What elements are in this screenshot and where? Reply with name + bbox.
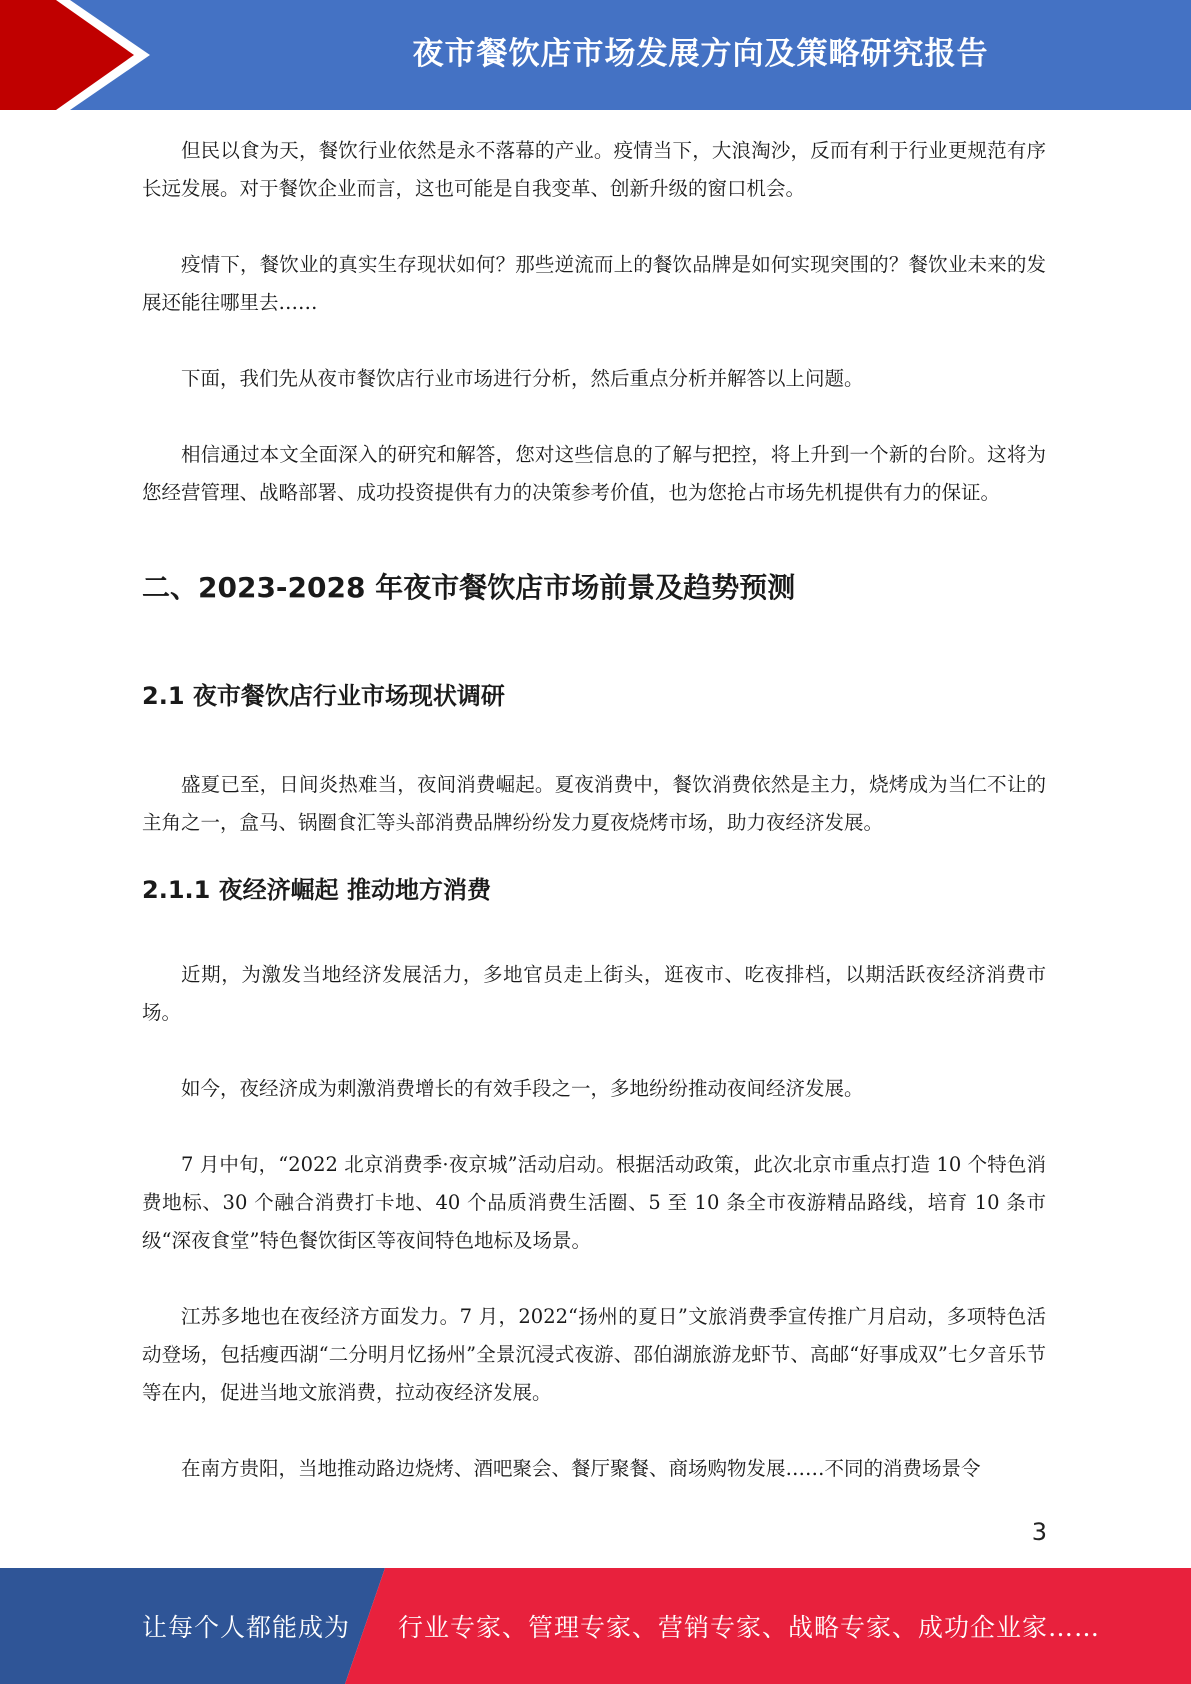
body-paragraph-4: 江苏多地也在夜经济方面发力。7 月，2022“扬州的夏日”文旅消费季宣传推广月启动，多项特色活动登场，包括瘦西湖“二分明月忆扬州”全景沉浸式夜游、邵伯湖旅游龙虾节、高邮“好事成双”七夕音乐节等在内，促进当地文旅消费，拉动夜经济发展。 (142, 1305, 1046, 1404)
intro-paragraph-1: 但民以食为天，餐饮行业依然是永不落幕的产业。疫情当下，大浪淘沙，反而有利于行业更规范有序长远发展。对于餐饮企业而言，这也可能是自我变革、创新升级的窗口机会。 (142, 139, 1046, 200)
document-body (142, 132, 1046, 1488)
intro-paragraph-4: 相信通过本文全面深入的研究和解答，您对这些信息的了解与把控，将上升到一个新的台阶。这将为您经营管理、战略部署、成功投资提供有力的决策参考价值，也为您抢占市场先机提供有力的保证。 (142, 443, 1046, 504)
subsection-heading: 2.1 夜市餐饮店行业市场现状调研 (142, 682, 505, 710)
page-footer (0, 1568, 1191, 1684)
body-paragraph-2: 如今，夜经济成为刺激消费增长的有效手段之一，多地纷纷推动夜间经济发展。 (181, 1077, 864, 1100)
body-paragraph-3: 7 月中旬，“2022 北京消费季·夜京城”活动启动。根据活动政策，此次北京市重点打造 10 个特色消费地标、30 个融合消费打卡地、40 个品质消费生活圈、5 至 10 条全市夜游精品路线，培育 10 条市级“深夜食堂”特色餐饮街区等夜间特色地标及场景。 (142, 1153, 1046, 1252)
intro-paragraph-2: 疫情下，餐饮业的真实生存现状如何？那些逆流而上的餐饮品牌是如何实现突围的？餐饮业未来的发展还能往哪里去…… (142, 253, 1046, 314)
page-number: 3 (1031, 1518, 1047, 1546)
body-paragraph-1: 近期，为激发当地经济发展活力，多地官员走上街头，逛夜市、吃夜排档，以期活跃夜经济消费市场。 (142, 963, 1046, 1024)
footer-slogan-right: 行业专家、管理专家、营销专家、战略专家、成功企业家…… (398, 1613, 1101, 1642)
page-header (0, 0, 1191, 110)
body-paragraph-5: 在南方贵阳，当地推动路边烧烤、酒吧聚会、餐厅聚餐、商场购物发展……不同的消费场景令 (181, 1457, 981, 1480)
intro-paragraph-3: 下面，我们先从夜市餐饮店行业市场进行分析，然后重点分析并解答以上问题。 (181, 367, 864, 390)
footer-slogan-left: 让每个人都能成为 (142, 1613, 351, 1642)
subsection-paragraph: 盛夏已至，日间炎热难当，夜间消费崛起。夏夜消费中，餐饮消费依然是主力，烧烤成为当仁不让的主角之一，盒马、锅圈食汇等头部消费品牌纷纷发力夏夜烧烤市场，助力夜经济发展。 (142, 773, 1046, 834)
header-title: 夜市餐饮店市场发展方向及策略研究报告 (412, 35, 989, 72)
subsubsection-heading: 2.1.1 夜经济崛起 推动地方消费 (142, 876, 492, 904)
section-heading: 二、2023-2028 年夜市餐饮店市场前景及趋势预测 (142, 571, 796, 604)
